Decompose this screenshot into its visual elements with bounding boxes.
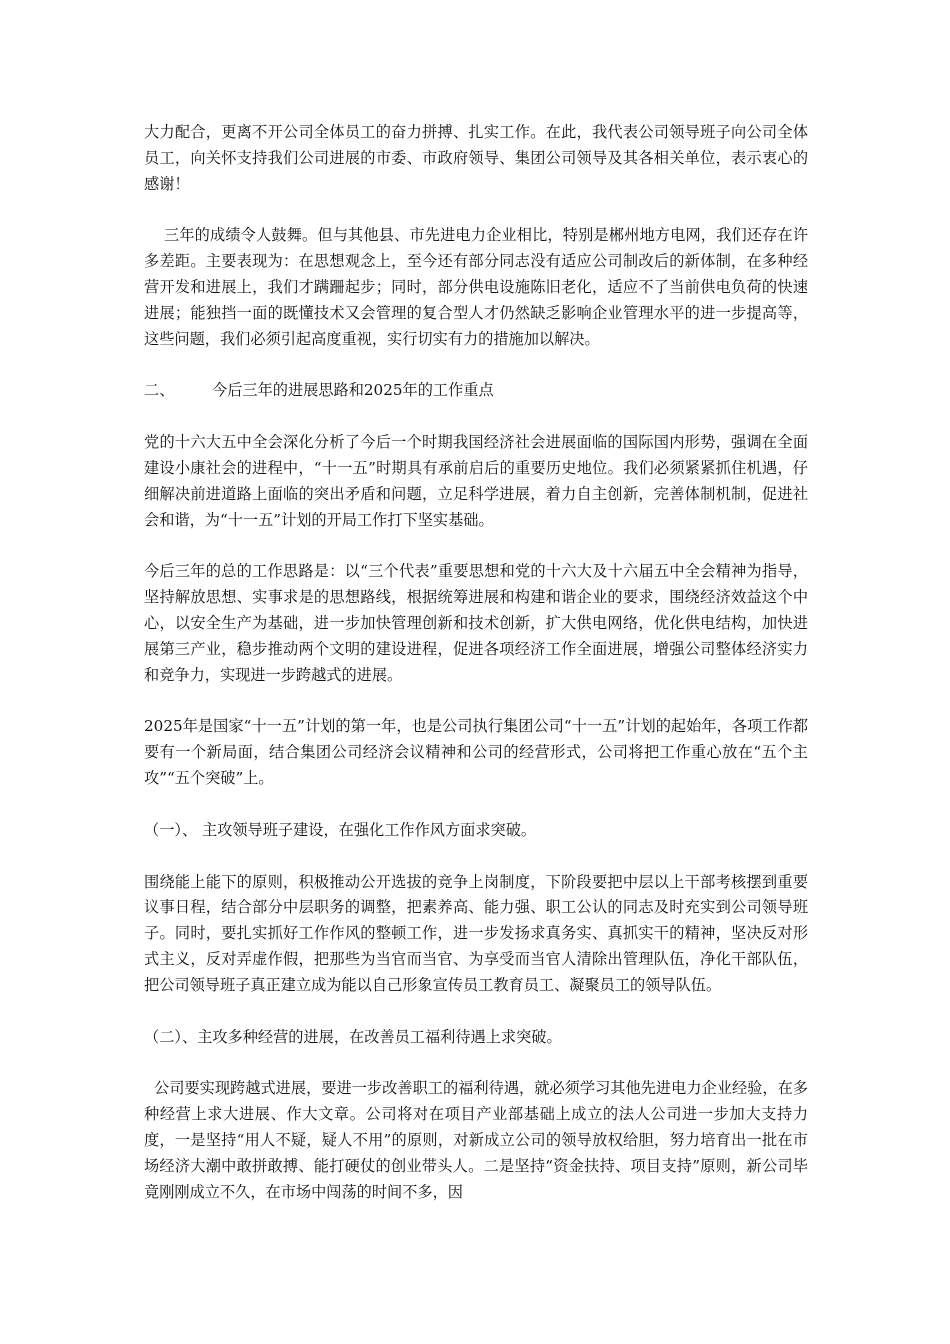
- paragraph-gap: [144, 688, 808, 714]
- paragraph-gap: [144, 533, 808, 559]
- paragraph-context: 党的十六大五中全会深化分析了今后一个时期我国经济社会进展面临的国际国内形势，强调在全面建设小康社会的进程中，“十一五”时期具有承前启后的重要历史地位。我们必须紧紧抓住机遇，仔细解决前进道路上面临的突出矛盾和问题，立足科学进展，着力自主创新，完善体制机制，促进社会和谐，为“十一五”计划的开局工作打下坚实基础。: [144, 433, 808, 529]
- document-page: [144, 120, 808, 1205]
- section-heading: [144, 378, 808, 404]
- subheading-leadership: （一）、 主攻领导班子建设，在强化工作作风方面求突破。: [144, 820, 537, 839]
- paragraph-gap: [144, 197, 808, 223]
- paragraph-gap: [144, 999, 808, 1025]
- paragraph-work-plan: 今后三年的总的工作思路是：以“三个代表”重要思想和党的十六大及十六届五中全会精神为指导，坚持解放思想、实事求是的思想路线，根据统筹进展和构建和谐企业的要求，围绕经济效益这个中心，以安全生产为基础，进一步加快管理创新和技术创新，扩大供电网络，优化供电结构，加快进展第三产业，稳步推动两个文明的建设进程，促进各项经济工作全面进展，增强公司整体经济实力和竞争力，实现进一步跨越式的进展。: [144, 562, 808, 684]
- paragraph-gap: [144, 792, 808, 818]
- paragraph-gap: [144, 844, 808, 870]
- paragraph-gaps: 三年的成绩令人鼓舞。但与其他县、市先进电力企业相比，特别是郴州地方电网，我们还存在许多差距。主要表现为：在思想观念上，至今还有部分同志没有适应公司制改后的新体制，在多种经营开发和进展上，我们才蹒跚起步；同时，部分供电设施陈旧老化，适应不了当前供电负荷的快速进展；能独挡一面的既懂技术又会管理的复合型人才仍然缺乏影响企业管理水平的进一步提高等，这些问题，我们必须引起高度重视，实行切实有力的措施加以解决。: [144, 226, 808, 348]
- paragraph-leadership: 围绕能上能下的原则，积极推动公开选拔的竞争上岗制度，下阶段要把中层以上干部考核摆到重要议事日程，结合部分中层职务的调整，把素养高、能力强、职工公认的同志及时充实到公司领导班子。同时，要扎实抓好工作作风的整顿工作，进一步发扬求真务实、真抓实干的精神，坚决反对形式主义，反对弄虚作假，把那些为当官而当官、为享受而当官人清除出管理队伍，净化干部队伍，把公司领导班子真正建立成为能以自己形象宣传员工教育员工、凝聚员工的领导队伍。: [144, 872, 808, 994]
- section-title: 今后三年的进展思路和2025年的工作重点: [212, 381, 494, 400]
- paragraph-diversified-business: 公司要实现跨越式进展，要进一步改善职工的福利待遇，就必须学习其他先进电力企业经验，在多种经营上求大进展、作大文章。公司将对在项目产业部基础上成立的法人公司进一步加大支持力度，一是坚持“用人不疑，疑人不用”的原则，对新成立公司的领导放权给胆，努力培育出一批在市场经济大潮中敢拼敢搏、能打硬仗的创业带头人。二是坚持“资金扶持、项目支持”原则，新公司毕竟刚刚成立不久，在市场中闯荡的时间不多，因: [144, 1079, 808, 1201]
- paragraph-gap: [144, 352, 808, 378]
- paragraph-thanks: 大力配合，更离不开公司全体员工的奋力拼搏、扎实工作。在此，我代表公司领导班子向公司全体员工，向关怀支持我们公司进展的市委、市政府领导、集团公司领导及其各相关单位，表示衷心的感谢！: [144, 123, 808, 193]
- paragraph-year-focus: 2025年是国家“十一五”计划的第一年，也是公司执行集团公司“十一五”计划的起始年，各项工作都要有一个新局面，结合集团公司经济会议精神和公司的经营形式，公司将把工作重心放在“五个主攻”“五个突破”上。: [144, 717, 808, 787]
- section-number: 二、: [144, 381, 175, 400]
- subheading-diversified-business: （二）、主攻多种经营的进展，在改善员工福利待遇上求突破。: [144, 1027, 562, 1046]
- paragraph-gap: [144, 1050, 808, 1076]
- paragraph-gap: [144, 404, 808, 430]
